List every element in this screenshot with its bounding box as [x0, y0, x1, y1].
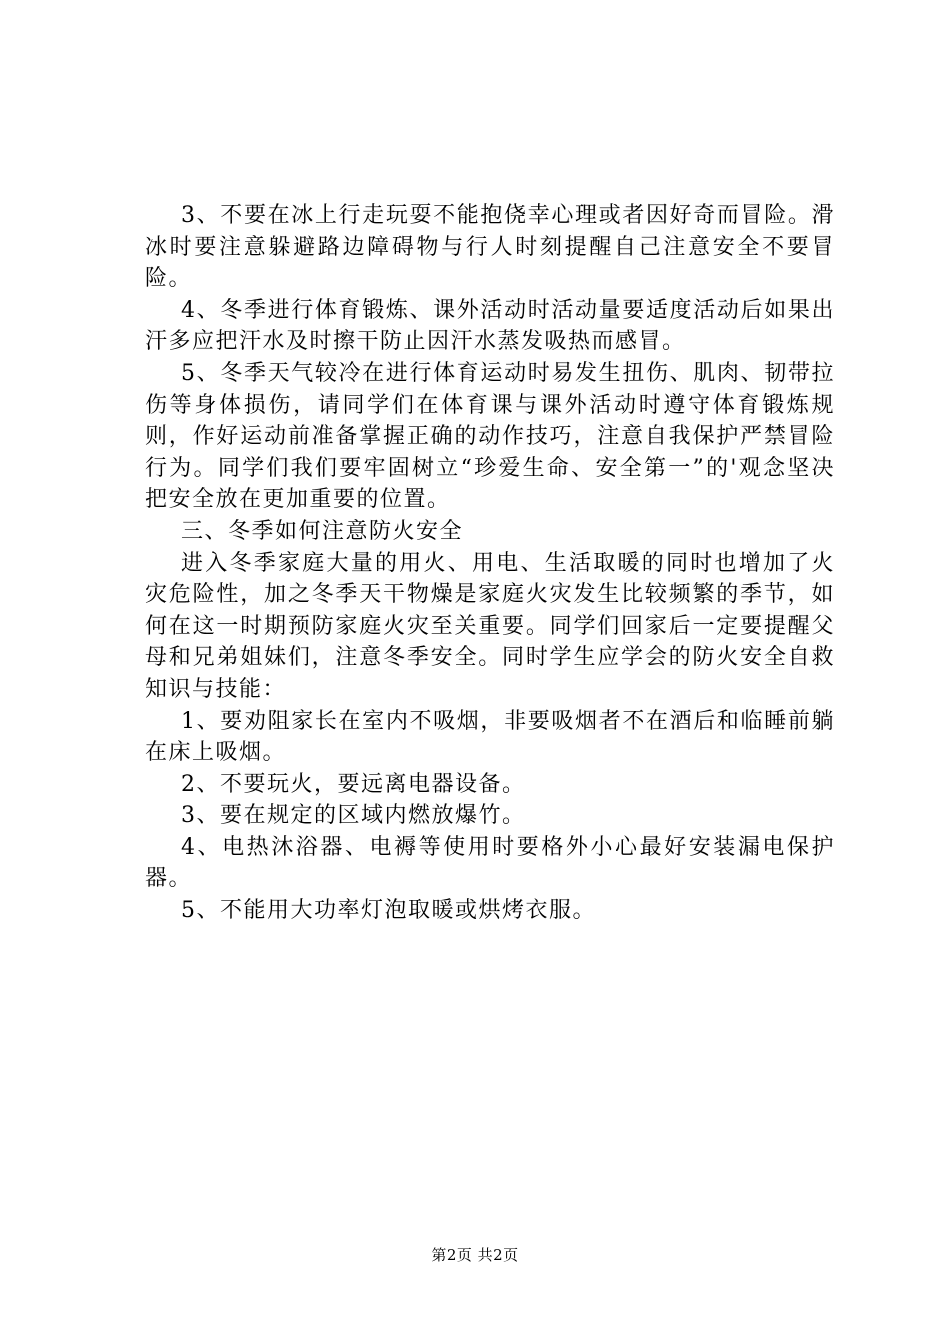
- paragraph-sports-injury: 5、冬季天气较冷在进行体育运动时易发生扭伤、肌肉、韧带拉伤等身体损伤，请同学们在体育课与课外活动时遵守体育锻炼规则，作好运动前准备掌握正确的动作技巧，注意自我保护严禁冒险行为。同学们我们要牢固树立“珍爱生命、安全第一”的'观念坚决把安全放在更加重要的位置。: [145, 360, 835, 513]
- list-item-electric-heaters: 4、电热沐浴器、电褥等使用时要格外小心最好安装漏电保护器。: [145, 834, 835, 892]
- list-item-no-smoking: 1、要劝阻家长在室内不吸烟，非要吸烟者不在酒后和临睡前躺在床上吸烟。: [145, 708, 835, 766]
- page-number-footer: 第2页 共2页: [431, 1246, 519, 1264]
- paragraph-ice-safety: 3、不要在冰上行走玩耍不能抱侥幸心理或者因好奇而冒险。滑冰时要注意躲避路边障碍物与行人时刻提醒自己注意安全不要冒险。: [145, 203, 835, 292]
- list-item-no-bulb-heating: 5、不能用大功率灯泡取暖或烘烤衣服。: [181, 898, 596, 924]
- document-body: [145, 200, 835, 927]
- paragraph-fire-intro: 进入冬季家庭大量的用火、用电、生活取暖的同时也增加了火灾危险性，加之冬季天干物燥是家庭火灾发生比较频繁的季节，如何在这一时期预防家庭火灾至关重要。同学们回家后一定要提醒父母和兄弟姐妹们，注意冬季安全。同时学生应学会的防火安全自救知识与技能：: [145, 550, 835, 702]
- section-heading-fire-safety: 三、冬季如何注意防火安全: [181, 518, 464, 544]
- list-item-no-playing-fire: 2、不要玩火，要远离电器设备。: [181, 771, 526, 797]
- paragraph-exercise-sweat: 4、冬季进行体育锻炼、课外活动时活动量要适度活动后如果出汗多应把汗水及时擦干防止因汗水蒸发吸热而感冒。: [145, 297, 835, 355]
- list-item-firecrackers: 3、要在规定的区域内燃放爆竹。: [181, 803, 526, 829]
